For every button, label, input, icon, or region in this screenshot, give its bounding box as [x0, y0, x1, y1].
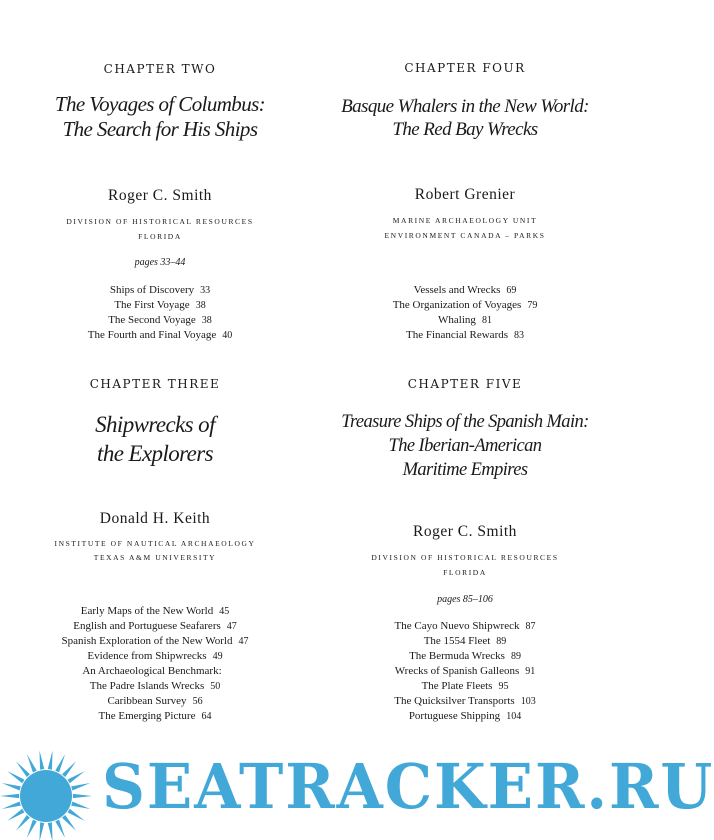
chapter-title	[30, 92, 290, 142]
affiliation-line: DIVISION OF HISTORICAL RESOURCES	[66, 217, 254, 226]
sun-ray	[62, 815, 76, 831]
sun-ray	[0, 794, 19, 798]
chapter-four-block	[335, 0, 595, 360]
page-range: pages 85–106	[437, 594, 493, 605]
section-item: The Quicksilver Transports 103	[394, 695, 536, 707]
sun-ray	[7, 771, 24, 783]
affiliation-line: INSTITUTE OF NAUTICAL ARCHAEOLOGY	[54, 539, 256, 548]
section-item: Whaling 81	[438, 314, 492, 326]
sun-ray	[71, 783, 90, 790]
sun-ray	[48, 822, 53, 840]
sun-ray	[55, 820, 65, 838]
author-name: Roger C. Smith	[108, 187, 212, 204]
section-item: The Padre Islands Wrecks 50	[89, 680, 221, 692]
sun-ray	[73, 794, 92, 798]
author-affiliation	[335, 550, 595, 580]
affiliation-line: FLORIDA	[443, 568, 487, 577]
section-item: The Organization of Voyages 79	[392, 299, 538, 311]
sun-ray	[27, 754, 37, 772]
sun-ray	[67, 809, 84, 821]
affiliation-line: DIVISION OF HISTORICAL RESOURCES	[371, 553, 559, 562]
section-item: The First Voyage 38	[114, 299, 206, 311]
sun-ray	[7, 809, 24, 821]
author-name: Donald H. Keith	[99, 510, 211, 527]
chapter-title-line: The Iberian-American	[388, 436, 542, 456]
section-item: Spanish Exploration of the New World 47	[61, 635, 249, 647]
section-list	[335, 619, 595, 724]
watermark-text: SEATRACKER.RU	[102, 750, 714, 823]
section-item: An Archaeological Benchmark:	[82, 665, 222, 677]
author-affiliation	[335, 213, 595, 243]
chapter-label: CHAPTER FOUR	[404, 61, 526, 75]
affiliation-line: ENVIRONMENT CANADA – PARKS	[384, 231, 546, 240]
section-item: Early Maps of the New World 45	[80, 605, 230, 617]
section-item: The Cayo Nuevo Shipwreck 87	[394, 620, 536, 632]
affiliation-line: MARINE ARCHAEOLOGY UNIT	[392, 216, 538, 225]
section-list	[335, 283, 595, 343]
chapter-title-line: The Red Bay Wrecks	[392, 119, 538, 140]
chapter-title-line: The Search for His Ships	[62, 117, 258, 141]
author-affiliation	[30, 214, 290, 244]
section-item: Ships of Discovery 33	[109, 284, 211, 296]
section-item: The Fourth and Final Voyage 40	[87, 329, 233, 341]
chapter-five-block	[335, 360, 595, 740]
sun-ray	[2, 802, 21, 809]
author-name: Robert Grenier	[414, 186, 516, 203]
chapter-title-line: Shipwrecks of	[95, 412, 215, 437]
section-item: The 1554 Fleet 89	[423, 635, 507, 647]
chapter-three-block	[25, 360, 285, 740]
section-list	[25, 604, 285, 724]
chapter-two-block	[30, 0, 290, 360]
chapter-title	[25, 410, 285, 468]
section-item: Caribbean Survey 56	[107, 695, 203, 707]
section-item: Evidence from Shipwrecks 49	[87, 650, 223, 662]
sun-ray	[16, 761, 30, 777]
section-item: Portuguese Shipping 104	[408, 710, 522, 722]
sun-ray	[67, 771, 84, 783]
section-item: The Bermuda Wrecks 89	[409, 650, 521, 662]
sun-ray	[16, 815, 30, 831]
sun-ray	[39, 822, 44, 840]
sun-burst-icon	[0, 750, 92, 840]
author-affiliation	[25, 537, 285, 565]
author-name: Roger C. Smith	[413, 523, 517, 540]
sun-ray	[39, 750, 44, 769]
chapter-title	[335, 410, 595, 482]
sun-ray	[48, 750, 53, 769]
chapter-title	[335, 95, 595, 141]
section-item: The Second Voyage 38	[108, 314, 212, 326]
chapter-title-line: Treasure Ships of the Spanish Main:	[341, 412, 589, 432]
affiliation-line: FLORIDA	[138, 232, 182, 241]
sun-ray	[71, 802, 90, 809]
section-item: Vessels and Wrecks 69	[413, 284, 517, 296]
chapter-label: CHAPTER THREE	[89, 377, 221, 391]
chapter-label: CHAPTER TWO	[103, 62, 217, 76]
chapter-title-line: Basque Whalers in the New World:	[341, 96, 589, 117]
section-item: The Financial Rewards 83	[405, 329, 525, 341]
affiliation-line: TEXAS A&M UNIVERSITY	[93, 553, 217, 562]
section-item: English and Portuguese Seafarers 47	[73, 620, 237, 632]
sun-ray	[2, 783, 21, 790]
chapter-label: CHAPTER FIVE	[407, 377, 523, 391]
section-item: The Emerging Picture 64	[98, 710, 212, 722]
chapter-title-line: the Explorers	[97, 441, 213, 466]
page-range: pages 33–44	[134, 257, 186, 268]
sun-ray	[55, 754, 65, 772]
section-item: Wrecks of Spanish Galleons 91	[394, 665, 536, 677]
sun-ray	[62, 761, 76, 777]
chapter-title-line: The Voyages of Columbus:	[54, 92, 266, 116]
section-item: The Plate Fleets 95	[421, 680, 509, 692]
sun-ray	[27, 820, 37, 838]
section-list	[30, 283, 290, 343]
chapter-title-line: Maritime Empires	[402, 460, 528, 480]
